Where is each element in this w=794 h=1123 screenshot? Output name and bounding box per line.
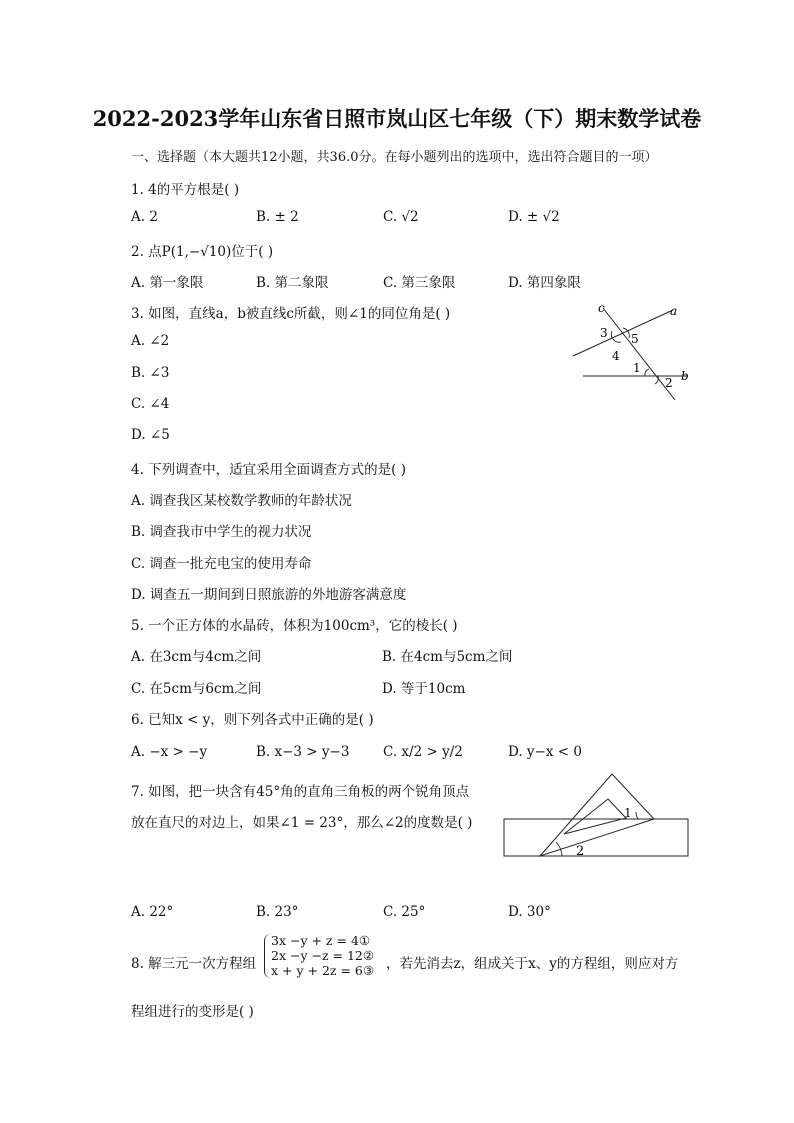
label-2: 2: [665, 376, 673, 390]
q7-option-c: C. 25°: [383, 904, 426, 920]
q8-equation-2: 2x −y −z = 12②: [271, 948, 375, 963]
q7-option-b: B. 23°: [256, 904, 299, 920]
label-b: b: [681, 369, 689, 383]
q5-option-a: A. 在3cm与4cm之间: [131, 649, 262, 665]
q6-option-d: D. y−x < 0: [508, 744, 582, 760]
q7-stem-line2: 放在直尺的对边上，如果∠1 = 23°，那么∠2的度数是( ): [131, 815, 473, 831]
label-1: 1: [633, 361, 641, 375]
q7-option-a: A. 22°: [131, 904, 174, 920]
q3-figure: [565, 298, 695, 406]
label-2: 2: [576, 844, 585, 859]
q1-option-a: A. 2: [131, 209, 158, 225]
q8-stem-pre: 8. 解三元一次方程组: [131, 956, 257, 972]
q4-option-c: C. 调查一批充电宝的使用寿命: [131, 556, 312, 572]
q4-stem: 4. 下列调查中，适宜采用全面调查方式的是( ): [131, 462, 406, 478]
q8-equation-1: 3x −y + z = 4①: [271, 933, 371, 948]
q5-option-d: D. 等于10cm: [382, 681, 466, 697]
q8-equation-3: x + y + 2z = 6③: [271, 963, 375, 978]
q3-option-a: A. ∠2: [131, 333, 170, 349]
q3-option-c: C. ∠4: [131, 396, 170, 412]
set-square-inner: [564, 799, 626, 834]
q4-option-d: D. 调查五一期间到日照旅游的外地游客满意度: [131, 587, 407, 603]
angle-1-arc: [645, 369, 649, 376]
q5-option-b: B. 在4cm与5cm之间: [382, 649, 513, 665]
q5-option-c: C. 在5cm与6cm之间: [131, 681, 262, 697]
label-5: 5: [631, 332, 639, 346]
q1-option-d: D. ± √2: [508, 209, 560, 225]
q6-option-b: B. x−3 > y−3: [256, 744, 350, 760]
label-3: 3: [600, 326, 608, 340]
equation-brace: [264, 934, 271, 978]
q1-option-c: C. √2: [383, 209, 419, 225]
label-4: 4: [612, 349, 620, 363]
label-1: 1: [624, 806, 632, 820]
q2-stem: 2. 点P(1,−√10)位于( ): [131, 244, 274, 260]
q1-option-b: B. ± 2: [256, 209, 299, 225]
q3-option-d: D. ∠5: [131, 427, 170, 443]
q6-option-a: A. −x > −y: [131, 744, 208, 760]
q5-stem: 5. 一个正方体的水晶砖，体积为100cm³，它的棱长( ): [131, 618, 458, 634]
label-c: c: [598, 301, 605, 315]
q4-option-b: B. 调查我市中学生的视力状况: [131, 524, 312, 540]
q7-stem-line1: 7. 如图，把一块含有45°角的直角三角板的两个锐角顶点: [131, 784, 470, 800]
page-title: 2022-2023学年山东省日照市岚山区七年级（下）期末数学试卷: [92, 106, 702, 131]
q2-option-d: D. 第四象限: [508, 275, 581, 291]
q6-stem: 6. 已知x < y，则下列各式中正确的是( ): [131, 712, 374, 728]
q1-stem: 1. 4的平方根是( ): [131, 182, 240, 198]
q8-stem-line2: 程组进行的变形是( ): [131, 1004, 254, 1020]
q2-option-b: B. 第二象限: [256, 275, 329, 291]
q2-option-a: A. 第一象限: [131, 275, 204, 291]
q4-option-a: A. 调查我区某校数学教师的年龄状况: [131, 493, 352, 509]
q6-option-c: C. x/2 > y/2: [383, 744, 463, 760]
section-heading: 一、选择题（本大题共12小题，共36.0分。在每小题列出的选项中，选出符合题目的一项）: [131, 150, 658, 165]
q2-option-c: C. 第三象限: [383, 275, 456, 291]
q7-option-d: D. 30°: [508, 904, 551, 920]
q8-stem-post: ，若先消去z，组成关于x、y的方程组，则应对方: [386, 956, 679, 972]
label-a: a: [670, 304, 678, 318]
q7-figure: [500, 770, 692, 862]
q3-stem: 3. 如图，直线a，b被直线c所截，则∠1的同位角是( ): [131, 306, 451, 322]
q3-option-b: B. ∠3: [131, 365, 170, 381]
angle-1-arc: [636, 812, 638, 819]
